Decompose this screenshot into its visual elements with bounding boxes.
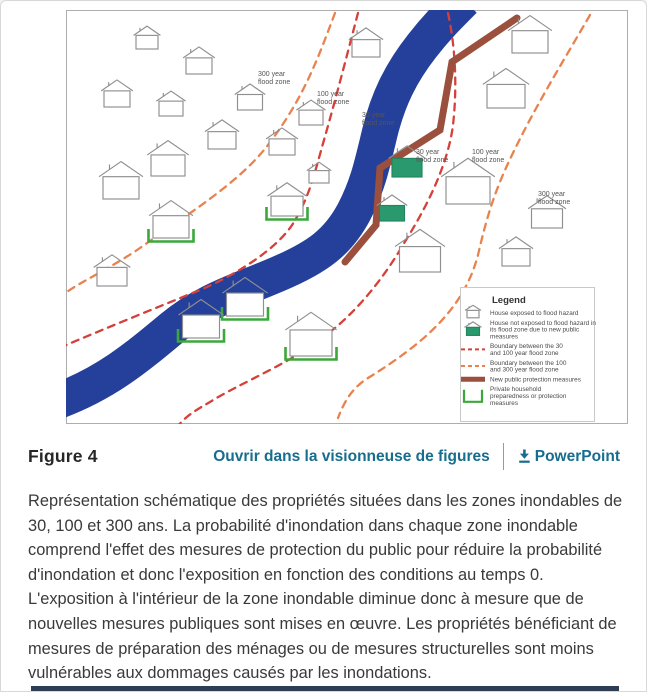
powerpoint-download-link[interactable] (517, 448, 620, 466)
legend-item-label: House not exposed to flood hazard in its flood zone due to new public measures (490, 319, 596, 341)
flood-zone-diagram (66, 10, 628, 424)
open-figure-viewer-link[interactable]: Ouvrir dans la visionneuse de figures (213, 447, 490, 465)
zone-label: 30 year flood zone (362, 112, 395, 127)
legend-item-label: Boundary between the 100 and 300 year flood zone (490, 359, 567, 374)
legend (461, 288, 597, 422)
legend-item-label: Private household preparedness or protection measures (490, 386, 567, 407)
legend-item-label: New public protection measures (490, 376, 581, 384)
legend-item-label: House exposed to flood hazard (490, 310, 579, 317)
download-icon (517, 449, 532, 465)
link-separator (503, 443, 504, 470)
figure-actions (213, 443, 620, 470)
figure-image (66, 10, 646, 424)
figure-label: Figure 4 (28, 446, 98, 466)
figure-caption: Représentation schématique des propriétés situées dans les zones inondables de 30, 100 et 300 ans. La probabilité d'inondation dans chaque zone inondable comprend l'effet des mesures de protection du public pour réduire la probabilité d'inondation et donc l'exposition en fonction des conditions au temps 0. L'exposition à l'intérieur de la zone inondable diminue donc à mesure que de nouvelles mesures publiques sont mises en œuvre. Les propriétés bénéficiant de mesures de préparation des ménages ou de mesures structurelles sont moins vulnérables aux dommages causés par les inondations. (28, 492, 623, 683)
legend-item-label: Boundary between the 30 and 100 year flood zone (490, 343, 563, 357)
zone-label: 300 year flood zone (258, 71, 291, 86)
zone-label: 100 year flood zone (472, 149, 505, 164)
figure-header-row (28, 443, 620, 470)
zone-label: 100 year flood zone (317, 91, 350, 106)
powerpoint-label: PowerPoint (534, 447, 620, 465)
section-divider-bar (31, 686, 619, 691)
zone-label: 30 year flood zone (416, 149, 449, 164)
legend-title: Legend (492, 295, 526, 306)
zone-label: 300 year flood zone (538, 191, 571, 206)
